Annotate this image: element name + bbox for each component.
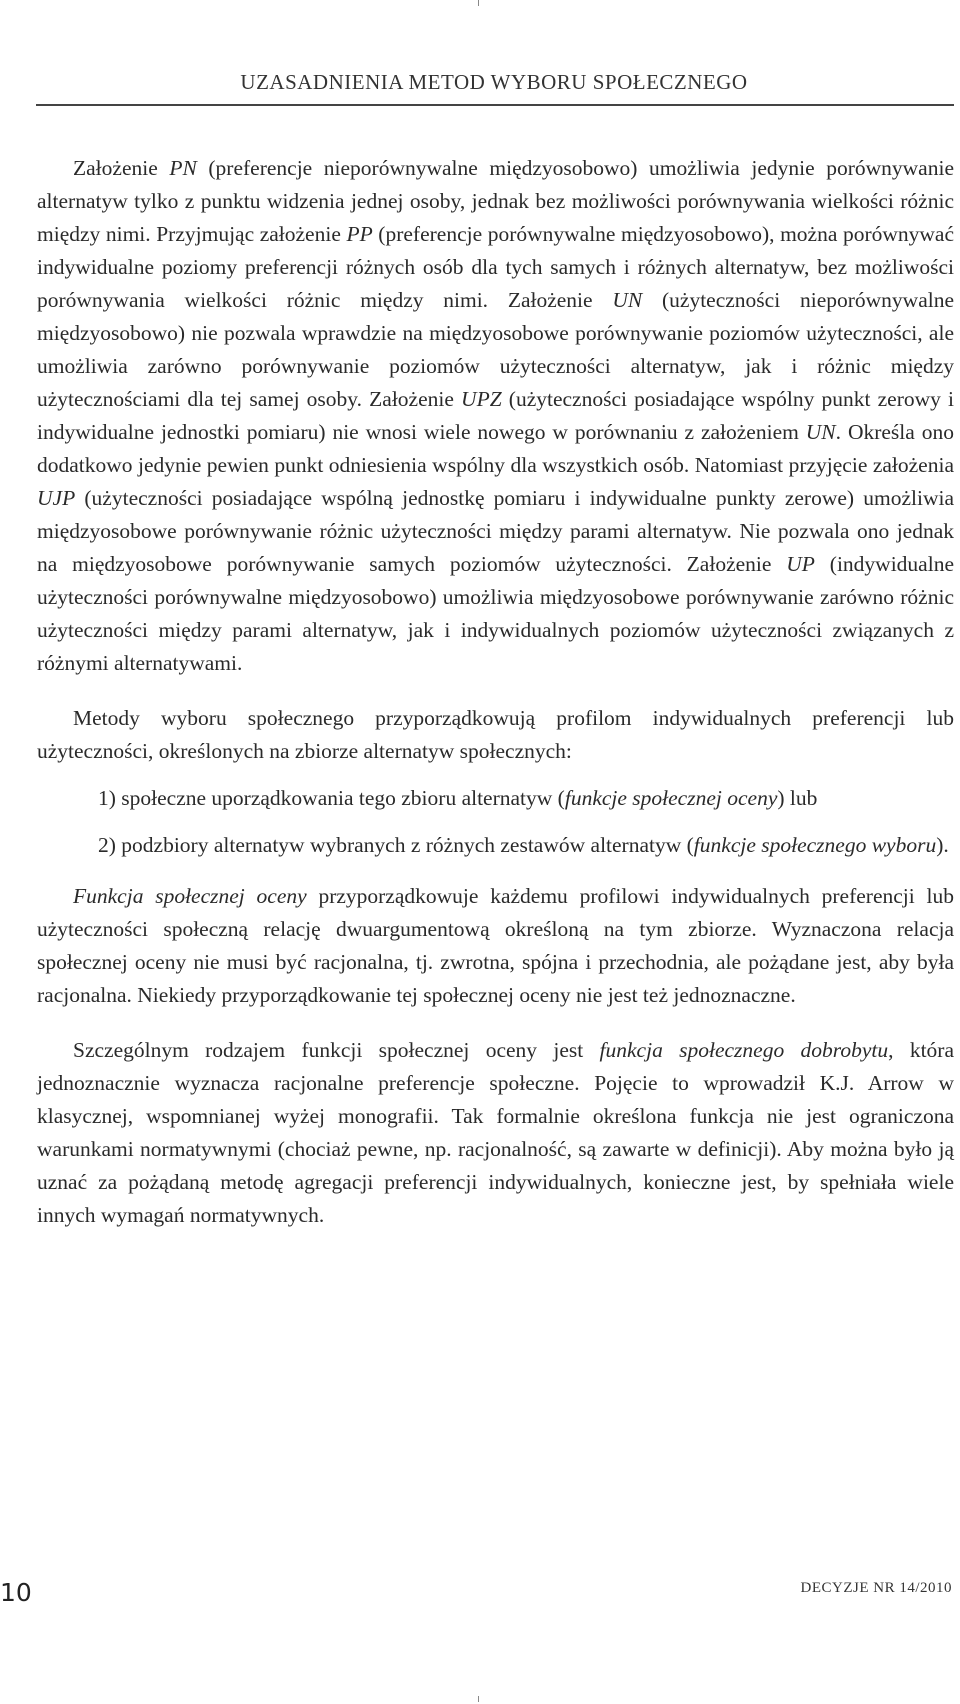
text-run: Założenie xyxy=(73,156,170,180)
italic-term: UJP xyxy=(37,486,76,510)
text-run: Szczególnym rodzajem funkcji społecznej oceny jest xyxy=(73,1038,600,1062)
italic-term: UN xyxy=(805,420,836,444)
text-run: (preferencje porównywalne międzyosobowo), można porównywać indywidualne poziomy preferencji różnych osób dla tych samych i różnych alternatyw, bez możliwości porównywania wielkości różnic między nimi. Założenie xyxy=(37,222,955,312)
journal-footer: DECYZJE NR 14/2010 xyxy=(800,1580,952,1596)
text-run: (indywidualne użyteczności porównywalne międzyosobowo) umożliwia międzyosobowe porównywanie zarówno różnic użyteczności między parami alternatyw, jak i indywidualnych poziomów użyteczności związanych z różnymi alternatywami. xyxy=(37,552,954,675)
text-run: (użyteczności posiadające wspólną jednostkę pomiaru i indywidualne punkty zerowe) umożliwia międzyosobowe porównywanie różnic użyteczności między parami alternatyw. Nie pozwala ono jednak na międzyosobowe porównywanie samych poziomów użyteczności. Założenie xyxy=(37,486,954,576)
text-run: 2) podzbiory alternatyw wybranych z różnych zestawów alternatyw ( xyxy=(98,833,694,857)
italic-term: funkcje społecznego wyboru xyxy=(693,833,937,857)
italic-term: PP xyxy=(346,222,373,246)
list-item xyxy=(37,829,954,862)
paragraph-social-choice-methods xyxy=(37,702,954,768)
italic-term: PN xyxy=(169,156,197,180)
methods-list xyxy=(37,782,954,862)
list-item xyxy=(37,782,954,815)
italic-term: UPZ xyxy=(461,387,502,411)
text-run: (preferencje nieporównywalne międzyosobowo) umożliwia jedynie porównywanie alternatyw tylko z punktu widzenia jednej osoby, jednak bez możliwości porównywania wielkości różnic między nimi. Przyjmując założenie xyxy=(37,156,954,246)
text-run: (użyteczności posiadające wspólny punkt zerowy i indywidualne jednostki pomiaru) nie wnosi wiele nowego w porównaniu z założeniem xyxy=(37,387,954,444)
page-number: 10 xyxy=(0,1578,32,1607)
paragraph-assumptions xyxy=(37,152,954,680)
text-run: Metody wyboru społecznego przyporządkowują profilom indywidualnych preferencji lub użyteczności, określonych na zbiorze alternatyw społecznych: xyxy=(37,706,954,763)
paragraph-social-evaluation-function xyxy=(37,880,954,1012)
italic-term: Funkcja społecznej oceny xyxy=(73,884,307,908)
text-run: . Określa ono dodatkowo jedynie pewien punkt odniesienia wspólny dla wszystkich osób. Natomiast przyjęcie założenia xyxy=(37,420,954,477)
header-rule xyxy=(36,104,954,106)
body-text xyxy=(37,152,954,1254)
italic-term: UP xyxy=(786,552,815,576)
text-run: 1) społeczne uporządkowania tego zbioru alternatyw ( xyxy=(98,786,565,810)
italic-term: funkcje społecznej oceny xyxy=(564,786,778,810)
text-run: (użyteczności nieporównywalne międzyosobowo) nie pozwala wprawdzie na międzyosobowe porównywanie poziomów użyteczności, ale umożliwia zarówno porównywanie poziomów użyteczności alternatyw, jak i różnic między użytecznościami dla tej samej osoby. Założenie xyxy=(37,288,955,411)
text-run: ) lub xyxy=(777,786,818,810)
italic-term: funkcja społecznego dobrobytu xyxy=(599,1038,889,1062)
crop-mark-bottom xyxy=(478,1696,479,1702)
paragraph-social-welfare-function xyxy=(37,1034,954,1232)
italic-term: UN xyxy=(612,288,643,312)
text-run: ). xyxy=(936,833,949,857)
running-head: UZASADNIENIA METOD WYBORU SPOŁECZNEGO xyxy=(240,70,748,94)
text-run: , która jednoznacznie wyznacza racjonalne preferencje społeczne. Pojęcie to wprowadził K.J. Arrow w klasycznej, wspomnianej wyżej monografii. Tak formalnie określona funkcja nie jest ograniczona warunkami normatywnymi (chociaż pewne, np. racjonalność, są zawarte w definicji). Aby można było ją uznać za pożądaną metodę agregacji preferencji indywidualnych, konieczne jest, by spełniała wiele innych wymagań normatywnych. xyxy=(37,1038,954,1227)
crop-mark-top xyxy=(478,0,479,6)
text-run: przyporządkowuje każdemu profilowi indywidualnych preferencji lub użyteczności społeczną relację dwuargumentową określoną na tym zbiorze. Wyznaczona relacja społecznej oceny nie musi być racjonalna, tj. zwrotna, spójna i przechodnia, ale pożądane jest, aby była racjonalna. Niekiedy przyporządkowanie tej społecznej oceny nie jest też jednoznaczne. xyxy=(37,884,954,1007)
